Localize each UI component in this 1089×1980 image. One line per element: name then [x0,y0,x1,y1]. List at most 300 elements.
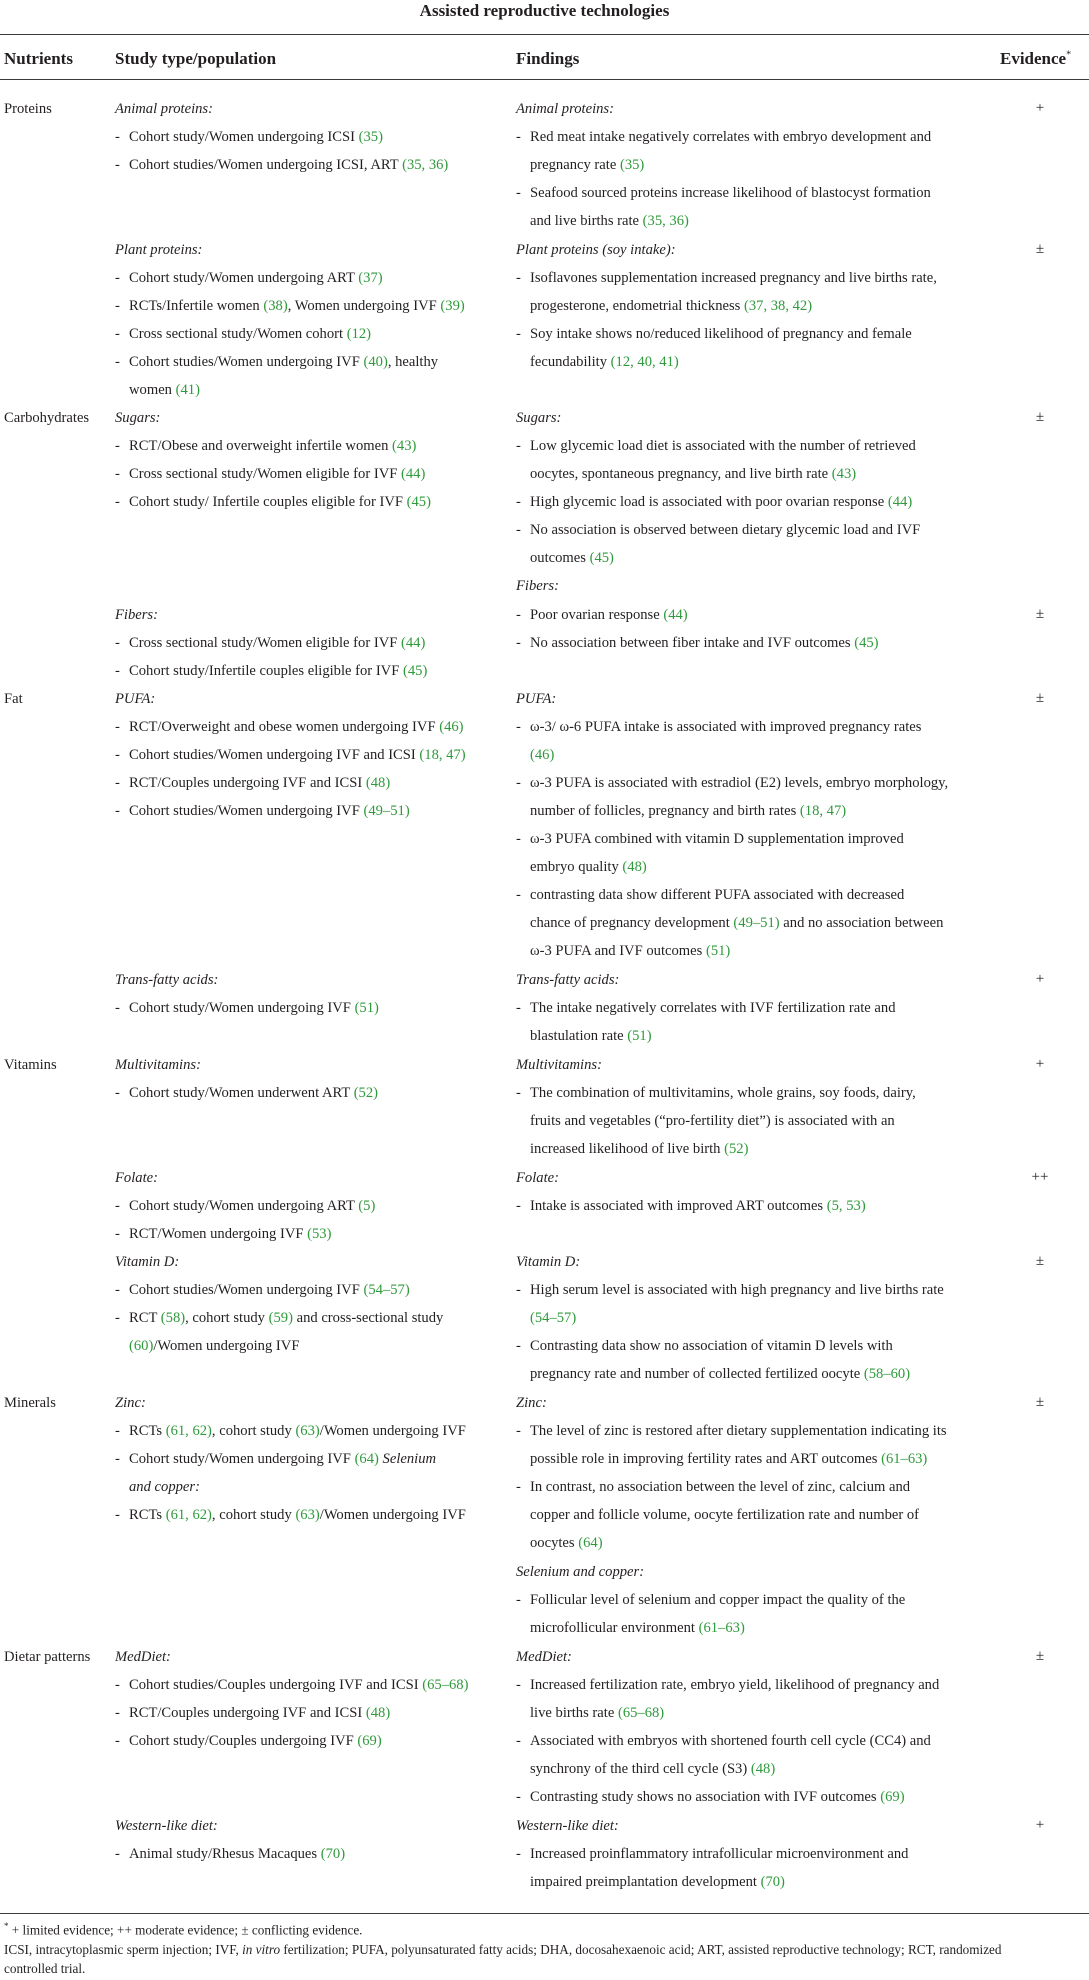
finding-line [530,1028,652,1045]
text-run: Red meat intake negatively correlates with embryo development and [530,129,932,145]
evidence-mark: + [1035,1817,1045,1833]
header-findings: Findings [516,49,580,68]
finding-line [530,1366,910,1383]
study-line [129,438,416,455]
text-run: ω-3/ ω-6 PUFA intake is associated with improved pregnancy rates [530,719,922,735]
text-run: Cohort study/Couples undergoing IVF [129,1733,358,1749]
finding-line [530,1310,576,1327]
study-line [129,129,383,146]
bullet-dash: - [115,1085,120,1101]
bullet-dash: - [115,803,120,819]
reference-citation: (18, 47) [419,747,466,763]
finding-line [530,129,931,146]
finding-subheading [516,101,614,118]
finding-line [530,607,688,624]
bullet-dash: - [516,719,521,735]
bullet-dash: - [516,1789,521,1805]
study-line [129,494,431,511]
finding-line [530,1198,866,1215]
italic-text: Trans-fatty acids: [115,972,219,988]
bullet-dash: - [516,1677,521,1693]
finding-line [530,1592,905,1609]
bullet-dash: - [516,831,521,847]
study-line [129,747,466,764]
finding-line [530,1535,603,1552]
finding-line [530,831,904,848]
reference-citation: (58–60) [863,1366,911,1382]
finding-line [530,326,912,343]
text-run: increased likelihood of live birth [530,1141,725,1157]
study-line [129,354,438,371]
text-run: Cohort study/Women undergoing ART [129,270,359,286]
finding-line [530,1874,785,1891]
text-run: The intake negatively correlates with IVF fertilization rate and [530,1000,896,1016]
finding-line [530,494,912,511]
bullet-dash: - [115,354,120,370]
study-subheading [115,1254,179,1271]
reference-citation: (65–68) [617,1705,665,1721]
reference-citation: (53) [307,1226,332,1242]
reference-citation: (70) [320,1846,346,1862]
bullet-dash: - [516,1085,521,1101]
text-run: RCT/Couples undergoing IVF and ICSI [129,1705,366,1721]
study-line [129,1705,390,1722]
reference-citation: (69) [880,1789,905,1805]
text-run: Seafood sourced proteins increase likelihood of blastocyst formation [530,185,931,201]
finding-subheading [516,1564,644,1581]
text-run: Cohort studies/Women undergoing IVF and ICSI [129,747,420,763]
text-run: Cross sectional study/Women eligible for IVF [129,635,402,651]
text-run: Cohort studies/Women undergoing IVF [129,803,364,819]
text-run: copper and follicle volume, oocyte fertilization rate and number of [530,1507,920,1523]
bullet-dash: - [115,129,120,145]
finding-line [530,522,920,539]
text-run: microfollicular environment [530,1620,699,1636]
text-run: , Women undergoing IVF [287,298,441,314]
reference-citation: (44) [663,607,688,623]
reference-citation: (64) [354,1451,379,1467]
italic-text: Animal proteins: [115,101,213,117]
evidence-mark: + [1035,1056,1045,1072]
study-subheading [115,242,202,259]
text-run: Contrasting data show no association of vitamin D levels with [530,1338,893,1354]
reference-citation: (61–63) [881,1451,928,1467]
table-caption: Assisted reproductive technologies [419,1,670,20]
text-run: embryo quality [530,859,623,875]
bullet-dash: - [115,1282,120,1298]
text-run: Increased fertilization rate, embryo yield, likelihood of pregnancy and [530,1677,940,1693]
reference-citation: (37) [358,270,383,286]
bullet-dash: - [115,775,120,791]
text-run: possible role in improving fertility rates and ART outcomes [530,1451,882,1467]
finding-line [530,1846,908,1863]
text-run: , cohort study [185,1310,269,1326]
italic-text: Animal proteins: [516,101,614,117]
bullet-dash: - [115,663,120,679]
bullet-dash: - [516,887,521,903]
finding-line [530,1789,905,1806]
bullet-dash: - [115,438,120,454]
reference-citation: (40) [363,354,388,370]
finding-subheading [516,578,559,595]
bullet-dash: - [516,1479,521,1495]
study-line [129,1507,466,1524]
finding-subheading [516,972,619,989]
finding-line [530,213,689,230]
study-line [129,775,390,792]
reference-citation: (51) [627,1028,652,1044]
finding-line [530,1282,944,1299]
finding-line [530,1479,910,1496]
bullet-dash: - [115,1226,120,1242]
finding-subheading [516,1818,619,1835]
finding-subheading [516,410,561,427]
reference-citation: (54–57) [530,1310,577,1326]
bullet-dash: - [115,1846,120,1862]
italic-text: Zinc: [115,1395,146,1411]
text-run: Soy intake shows no/reduced likelihood of pregnancy and female [530,326,912,342]
bullet-dash: - [115,1451,120,1467]
finding-line [530,887,904,904]
header-nutrients: Nutrients [4,49,73,68]
bullet-dash: - [115,298,120,314]
bullet-dash: - [115,635,120,651]
reference-citation: (58) [160,1310,186,1326]
text-run: Follicular level of selenium and copper impact the quality of the [530,1592,906,1608]
evidence-mark: ± [1035,241,1045,257]
reference-citation: (45) [406,494,431,510]
text-run: women [129,382,176,398]
italic-text: Plant proteins (soy intake): [516,242,676,258]
text-run: Cohort study/Infertile couples eligible for IVF [129,663,403,679]
finding-line [530,185,931,202]
study-line [129,635,425,652]
text-run: No association is observed between dietary glycemic load and IVF [530,522,921,538]
header-rule [0,79,1089,80]
italic-text: Selenium [382,1451,437,1467]
text-run: Low glycemic load diet is associated with the number of retrieved [530,438,916,454]
reference-citation: (35, 36) [402,157,449,173]
text-run: oocytes, spontaneous pregnancy, and live birth rate [530,466,832,482]
study-line [129,298,465,315]
finding-line [530,1000,896,1017]
evidence-mark: ± [1035,1394,1045,1410]
bullet-dash: - [516,1338,521,1354]
reference-citation: (45) [589,550,614,566]
study-line [129,1282,410,1299]
bullet-dash: - [516,775,521,791]
header-study-type: Study type/population [115,49,277,68]
text-run: blastulation rate [530,1028,628,1044]
text-run: Cohort studies/Women undergoing IVF [129,1282,364,1298]
text-run: RCT/Obese and overweight infertile women [129,438,393,454]
study-line [129,1198,375,1215]
finding-subheading [516,1649,572,1666]
text-run: The level of zinc is restored after dietary supplementation indicating its [530,1423,947,1439]
text-run: outcomes [530,550,590,566]
bullet-dash: - [516,1000,521,1016]
footnote-mark: * [4,1921,9,1931]
evidence-mark: ++ [1031,1169,1049,1185]
text-run: RCTs [129,1423,166,1439]
study-line [129,1338,299,1355]
text-run: RCTs/Infertile women [129,298,264,314]
finding-line [530,157,644,174]
reference-citation: (35) [619,157,645,173]
reference-citation: (44) [401,635,426,651]
text-run: Contrasting study shows no association with IVF outcomes [530,1789,881,1805]
reference-citation: (45) [854,635,879,651]
nutrient-label: Vitamins [4,1057,57,1073]
evidence-mark: ± [1035,1648,1045,1664]
reference-citation: (63) [295,1423,320,1439]
bottom-rule [0,1913,1089,1914]
text-run: pregnancy rate and number of collected fertilized oocyte [530,1366,864,1382]
finding-subheading [516,1254,580,1271]
bullet-dash: - [516,1282,521,1298]
italic-text: Zinc: [516,1395,547,1411]
study-subheading [115,691,155,708]
text-run: RCT [129,1310,161,1326]
reference-citation: (37, 38, 42) [743,298,813,314]
bullet-dash: - [115,494,120,510]
bullet-dash: - [516,270,521,286]
study-line [129,1226,331,1243]
text-run: Cross sectional study/Women eligible for IVF [129,466,402,482]
finding-subheading [516,1170,559,1187]
bullet-dash: - [115,326,120,342]
finding-subheading [516,691,556,708]
text-run: Increased proinflammatory intrafollicular microenvironment and [530,1846,909,1862]
reference-citation: (61, 62) [165,1423,212,1439]
text-run: In contrast, no association between the level of zinc, calcium and [530,1479,911,1495]
text-run: oocytes [530,1535,579,1551]
finding-subheading [516,1395,547,1412]
reference-citation: (65–68) [422,1677,469,1693]
italic-text: Multivitamins: [115,1057,201,1073]
reference-citation: (69) [357,1733,382,1749]
reference-citation: (41) [175,382,200,398]
bullet-dash: - [516,185,521,201]
reference-citation: (12) [346,326,372,342]
text-run: impaired preimplantation development [530,1874,761,1890]
finding-line [530,859,647,876]
text-run: pregnancy rate [530,157,620,173]
nutrient-label: Proteins [4,101,52,117]
study-subheading [115,1649,171,1666]
reference-citation: (51) [354,1000,379,1016]
text-run: /Women undergoing IVF [153,1338,300,1354]
finding-line [530,1761,775,1778]
text-run: controlled trial. [4,1961,86,1976]
finding-line [530,438,916,455]
text-run: Cohort studies/Women undergoing ICSI, ART [129,157,403,173]
reference-citation: (49–51) [733,915,780,931]
study-line [129,382,200,399]
bullet-dash: - [115,466,120,482]
evidence-mark: ± [1035,409,1045,425]
footnote-line [4,1921,362,1938]
bullet-dash: - [115,1423,120,1439]
reference-citation: (18, 47) [799,803,847,819]
reference-citation: (70) [760,1874,785,1890]
bullet-dash: - [516,522,521,538]
reference-citation: (44) [887,494,913,510]
text-run: and cross-sectional study [292,1310,444,1326]
text-run: Cohort study/Women undergoing ART [129,1198,359,1214]
finding-line [530,1085,916,1102]
text-run: contrasting data show different PUFA associated with decreased [530,887,905,903]
text-run: Isoflavones supplementation increased pregnancy and live births rate, [530,270,937,286]
study-subheading [115,607,158,624]
study-line [129,466,425,483]
text-run: Cohort study/Women undergoing IVF [129,1451,355,1467]
italic-text: Plant proteins: [115,242,203,258]
text-run: No association between fiber intake and IVF outcomes [530,635,855,651]
study-subheading [115,101,213,118]
text-run: fecundability [530,354,611,370]
reference-citation: (46) [530,747,555,763]
reference-citation: (60) [129,1338,154,1354]
study-subheading [115,972,218,989]
finding-line [530,747,554,764]
italic-text: Trans-fatty acids: [516,972,620,988]
reference-citation: (38) [263,298,288,314]
bullet-dash: - [115,1733,120,1749]
finding-line [530,1620,745,1637]
text-run: synchrony of the third cell cycle (S3) [530,1761,751,1777]
bullet-dash: - [516,1846,521,1862]
reference-citation: (61, 62) [165,1507,212,1523]
reference-citation: (5) [358,1198,376,1214]
text-run: ω-3 PUFA is associated with estradiol (E2) levels, embryo morphology, [530,775,949,791]
finding-line [530,635,879,652]
text-run: , healthy [387,354,439,370]
italic-text: Folate: [115,1170,158,1186]
reference-citation: (51) [705,943,731,959]
study-line [129,157,448,174]
text-run: RCT/Couples undergoing IVF and ICSI [129,775,366,791]
italic-text: Multivitamins: [516,1057,602,1073]
study-line [129,1000,379,1017]
text-run: Animal study/Rhesus Macaques [129,1846,321,1862]
finding-line [530,298,812,315]
reference-citation: (64) [578,1535,603,1551]
text-run: chance of pregnancy development [530,915,734,931]
bullet-dash: - [115,719,120,735]
italic-text: Selenium and copper: [516,1564,645,1580]
bullet-dash: - [516,129,521,145]
italic-text: Fibers: [516,578,559,594]
text-run: RCTs [129,1507,166,1523]
text-run: ω-3 PUFA combined with vitamin D supplementation improved [530,831,904,847]
text-run: ICSI, intracytoplasmic sperm injection; IVF, [4,1942,243,1957]
reference-citation: (52) [353,1085,379,1101]
study-line [129,1310,443,1327]
study-line [129,1479,200,1496]
italic-text: Fibers: [115,607,158,623]
reference-citation: (52) [724,1141,749,1157]
text-run: Cohort study/Women undergoing IVF [129,1000,355,1016]
finding-line [530,719,921,736]
reference-citation: (43) [392,438,417,454]
text-run: Poor ovarian response [530,607,664,623]
study-line [129,326,371,343]
reference-citation: (61–63) [698,1620,745,1636]
bullet-dash: - [115,1677,120,1693]
reference-citation: (48) [365,775,391,791]
finding-line [530,943,730,960]
bullet-dash: - [115,157,120,173]
italic-text: Folate: [516,1170,559,1186]
text-run: fruits and vegetables (“pro-fertility diet”) is associated with an [530,1113,895,1129]
text-run: Cohort study/ Infertile couples eligible for IVF [129,494,407,510]
study-line [129,270,383,287]
finding-line [530,1733,931,1750]
bullet-dash: - [516,438,521,454]
italic-text: Western-like diet: [115,1818,218,1834]
italic-text: Western-like diet: [516,1818,619,1834]
footnote-line [4,1942,1002,1958]
text-run: RCT/Overweight and obese women undergoing IVF [129,719,440,735]
text-run: and no association between [779,915,944,931]
text-run: RCT/Women undergoing IVF [129,1226,308,1242]
text-run: Cohort studies/Women undergoing IVF [129,354,364,370]
evidence-mark: ± [1035,1253,1045,1269]
reference-citation: (46) [439,719,464,735]
italic-text: MedDiet: [115,1649,171,1665]
text-run: + limited evidence; ++ moderate evidence; ± conflicting evidence. [8,1922,363,1938]
study-subheading [115,1170,158,1187]
bullet-dash: - [115,270,120,286]
finding-line [530,270,937,287]
italic-text: PUFA: [516,691,557,707]
text-run: High glycemic load is associated with poor ovarian response [530,494,888,510]
evidence-mark: + [1035,971,1045,987]
footnote-line [4,1961,85,1977]
text-run: Associated with embryos with shortened fourth cell cycle (CC4) and [530,1733,931,1749]
bullet-dash: - [516,1733,521,1749]
finding-subheading [516,242,676,259]
italic-text: and copper: [129,1479,200,1495]
evidence-mark: ± [1035,690,1045,706]
study-subheading [115,1057,201,1074]
reference-citation: (12, 40, 41) [610,354,679,370]
study-line [129,1677,468,1694]
study-subheading [115,1818,218,1835]
text-run: High serum level is associated with high pregnancy and live births rate [530,1282,944,1298]
finding-line [530,1113,895,1130]
text-run: progesterone, endometrial thickness [530,298,744,314]
header-evidence [1000,49,1071,69]
study-line [129,803,410,820]
finding-subheading [516,1057,602,1074]
bullet-dash: - [516,635,521,651]
text-run: /Women undergoing IVF [319,1507,466,1523]
text-run: ω-3 PUFA and IVF outcomes [530,943,706,959]
italic-text: Sugars: [115,410,161,426]
finding-line [530,1338,893,1355]
text-run: , cohort study [211,1507,296,1523]
finding-line [530,915,943,932]
bullet-dash: - [115,1705,120,1721]
finding-line [530,1677,939,1694]
reference-citation: (48) [365,1705,391,1721]
text-run: The combination of multivitamins, whole grains, soy foods, dairy, [530,1085,916,1101]
reference-citation: (48) [622,859,647,875]
text-run: and live births rate [530,213,643,229]
reference-citation: (63) [295,1507,320,1523]
